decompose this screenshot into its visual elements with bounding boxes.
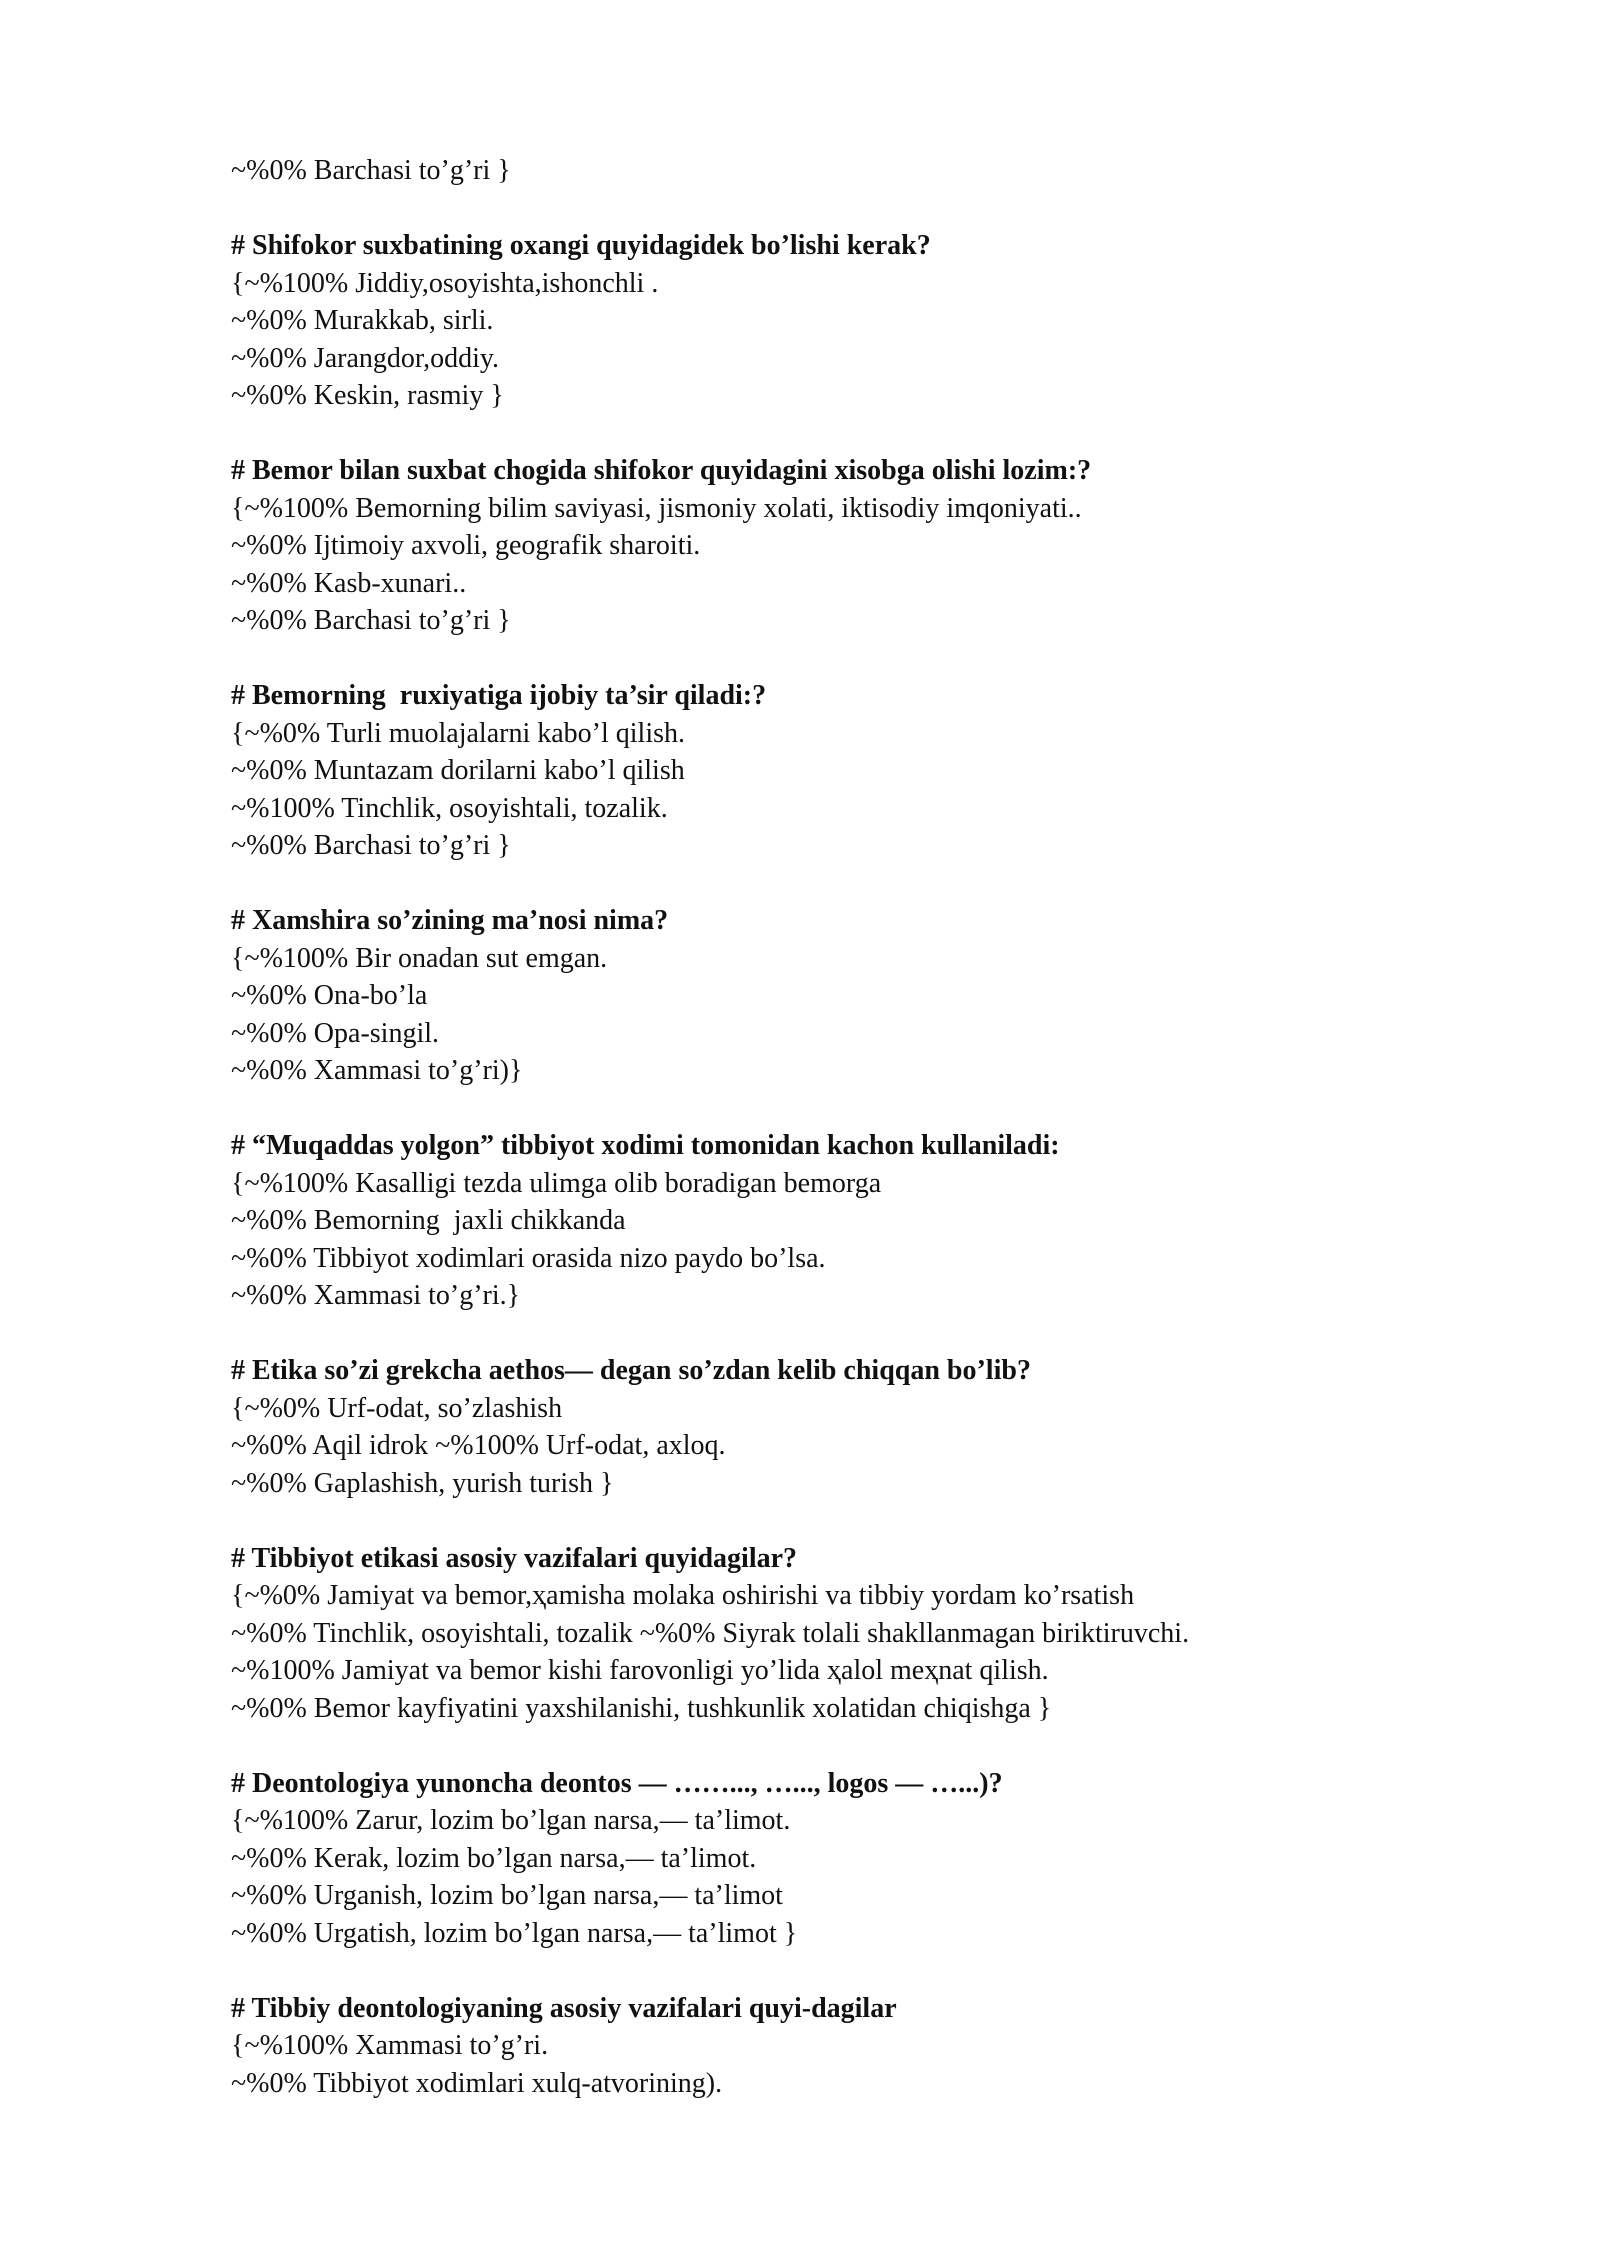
question-block [231,452,1531,640]
answer-line: ~%100% Jamiyat va bemor kishi farovonligi yo’lida ҳalol meҳnat qilish. [231,1655,1049,1686]
question-block [231,1127,1531,1315]
answer-line: ~%0% Barchasi to’g’ri } [231,830,511,861]
answer-line: ~%0% Murakkab, sirli. [231,305,494,336]
answer-line: ~%0% Keskin, rasmiy } [231,380,504,411]
answer-line: ~%0% Tibbiyot xodimlari orasida nizo paydo bo’lsa. [231,1242,826,1274]
question-block [231,1540,1531,1728]
answer-line: ~%0% Urgatish, lozim bo’lgan narsa,— ta’limot } [231,1917,798,1949]
answer-line: ~%0% Kasb-xunari.. [231,567,467,599]
answer-line: ~%0% Aqil idrok ~%100% Urf-odat, axloq. [231,1430,726,1461]
paragraph-gap [231,415,1531,453]
answer-line: ~%0% Bemorning jaxli chikkanda [231,1205,626,1236]
answer-line: {~%100% Kasalligi tezda ulimga olib boradigan bemorga [231,1167,882,1199]
answer-line: ~%0% Gaplashish, yurish turish } [231,1467,614,1499]
question-title: # Etika so’zi grekcha aethos— degan so’zdan kelib chiqqan bo’lib? [231,1355,1031,1386]
answer-line: ~%0% Barchasi to’g’ri } [231,155,511,186]
paragraph-gap [231,1090,1531,1128]
question-block [231,227,1531,415]
answer-line: ~%0% Jarangdor,oddiy. [231,342,500,374]
answer-line: {~%100% Jiddiy,osoyishta,ishonchli . [231,267,659,299]
answer-line: {~%100% Zarur, lozim bo’lgan narsa,— ta’limot. [231,1805,791,1836]
answer-line: ~%0% Tinchlik, osoyishtali, tozalik ~%0% Siyrak tolali shakllanmagan biriktiruvchi. [231,1617,1190,1649]
question-title: # Deontologiya yunoncha deontos — ……..., …..., logos — …...)? [231,1767,1003,1799]
answer-line: ~%0% Urganish, lozim bo’lgan narsa,— ta’limot [231,1880,783,1911]
question-title: # Tibbiy deontologiyaning asosiy vazifalari quyi-dagilar [231,1992,897,2024]
answer-line: ~%0% Kerak, lozim bo’lgan narsa,— ta’limot. [231,1842,757,1874]
answer-line: ~%0% Bemor kayfiyatini yaxshilanishi, tushkunlik xolatidan chiqishga } [231,1692,1052,1724]
answer-line: {~%100% Bemorning bilim saviyasi, jismoniy xolati, iktisodiy imqoniyati.. [231,492,1082,524]
paragraph-gap [231,1952,1531,1990]
question-title: # Bemorning ruxiyatiga ijobiy ta’sir qiladi:? [231,680,767,711]
answer-line: ~%0% Ijtimoiy axvoli, geografik sharoiti. [231,530,701,561]
answer-line: ~%0% Xammasi to’g’ri)} [231,1055,523,1086]
question-title: # Xamshira so’zining ma’nosi nima? [231,905,669,936]
question-title: # Bemor bilan suxbat chogida shifokor quyidagini xisobga olishi lozim:? [231,455,1092,486]
paragraph-gap [231,1502,1531,1540]
answer-line: {~%0% Turli muolajalarni kabo’l qilish. [231,717,686,749]
answer-line: ~%0% Tibbiyot xodimlari xulq-atvorining). [231,2067,723,2099]
question-title: # Tibbiyot etikasi asosiy vazifalari quyidagilar? [231,1542,798,1574]
answer-line: ~%0% Muntazam dorilarni kabo’l qilish [231,755,685,786]
question-title: # “Muqaddas yolgon” tibbiyot xodimi tomonidan kachon kullaniladi: [231,1130,1060,1161]
question-block [231,1765,1531,1953]
answer-line: ~%0% Barchasi to’g’ri } [231,605,511,636]
answer-line: ~%0% Xammasi to’g’ri.} [231,1280,521,1311]
question-block [231,902,1531,1090]
question-title: # Shifokor suxbatining oxangi quyidagidek bo’lishi kerak? [231,230,931,261]
paragraph-gap [231,1727,1531,1765]
paragraph-gap [231,1315,1531,1353]
answer-line: ~%100% Tinchlik, osoyishtali, tozalik. [231,792,668,824]
answer-line: ~%0% Ona-bo’la [231,980,428,1011]
question-block [231,1352,1531,1502]
paragraph-gap [231,640,1531,678]
answer-line: ~%0% Opa-singil. [231,1017,440,1049]
answer-line: {~%0% Jamiyat va bemor,ҳamisha molaka oshirishi va tibbiy yordam ko’rsatish [231,1580,1135,1611]
answer-line: {~%100% Xammasi to’g’ri. [231,2030,549,2061]
question-block [231,677,1531,865]
paragraph-gap [231,865,1531,903]
document-text [231,152,1531,2102]
answer-line: {~%0% Urf-odat, so’zlashish [231,1392,563,1424]
paragraph-gap [231,190,1531,228]
question-block [231,1990,1531,2103]
answer-line: {~%100% Bir onadan sut emgan. [231,942,608,974]
